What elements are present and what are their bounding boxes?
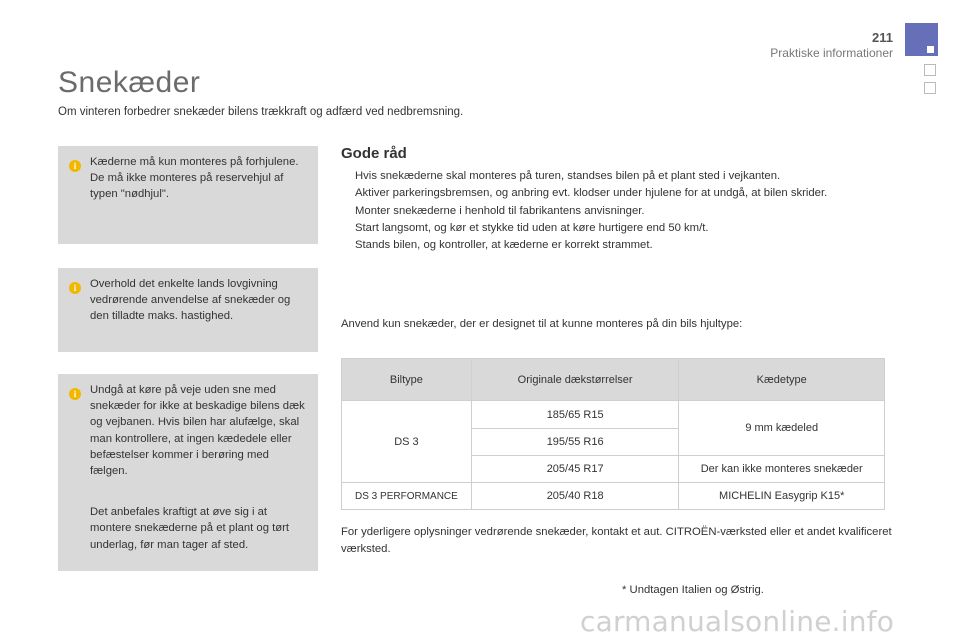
chain-table xyxy=(341,358,885,510)
note-box xyxy=(58,146,318,244)
table-cell: 185/65 R15 xyxy=(471,401,679,429)
chapter-tab-square xyxy=(924,64,936,76)
list-item xyxy=(341,220,827,237)
note-text: Undgå at køre på veje uden sne med snekæder for ikke at beskadige bilens dæk og vejbanen. Hvis bilen har alufælge, skal man kontrollere, at ingen kædedele eller befæstelser kommer i berøring med fælgen. xyxy=(90,384,305,478)
footer-note: For yderligere oplysninger vedrørende snekæder, kontakt et aut. CITROËN-værksted eller et andet kvalificeret værksted. xyxy=(341,526,892,555)
advice-title: Gode råd xyxy=(341,145,407,162)
list-item-text: Hvis snekæderne skal monteres på turen, standses bilen på et plant sted i vejkanten. xyxy=(355,170,781,182)
page-number: 211 xyxy=(872,30,893,45)
info-icon: i xyxy=(69,282,81,294)
list-item xyxy=(341,203,827,220)
table-cell: 195/55 R16 xyxy=(471,429,679,456)
info-icon: i xyxy=(69,388,81,400)
list-item xyxy=(341,185,827,202)
table-header-row xyxy=(342,359,885,401)
column-header: Kædetype xyxy=(679,359,885,401)
column-header: Biltype xyxy=(342,359,472,401)
table-cell: DS 3 PERFORMANCE xyxy=(342,483,472,510)
advice-list xyxy=(341,168,827,254)
note-text: Det anbefales kraftigt at øve sig i at montere snekæderne på et plant og tørt underlag, før man tager af sted. xyxy=(90,506,290,551)
chapter-tab-marker xyxy=(927,46,934,53)
note-box xyxy=(58,374,318,571)
table-row xyxy=(342,401,885,429)
note-text: Overhold det enkelte lands lovgivning vedrørende anvendelse af snekæder og den tilladte maks. hastighed. xyxy=(90,278,291,323)
chapter-tab-square xyxy=(924,82,936,94)
note-box xyxy=(58,268,318,352)
table-row xyxy=(342,483,885,510)
table-cell: 205/45 R17 xyxy=(471,456,679,483)
list-item xyxy=(341,168,827,185)
table-cell: Der kan ikke monteres snekæder xyxy=(679,456,885,483)
column-header: Originale dækstørrelser xyxy=(471,359,679,401)
table-cell: 9 mm kædeled xyxy=(679,401,885,456)
info-icon: i xyxy=(69,160,81,172)
table-cell: 205/40 R18 xyxy=(471,483,679,510)
page-title: Snekæder xyxy=(58,66,201,99)
list-item xyxy=(341,237,827,254)
table-cell: DS 3 xyxy=(342,401,472,483)
list-item-text: Stands bilen, og kontroller, at kæderne er korrekt strammet. xyxy=(355,239,653,252)
list-item-text: Start langsomt, og kør et stykke tid uden at køre hurtigere end 50 km/t. xyxy=(355,221,709,234)
note-text: Kæderne må kun monteres på forhjulene. De må ikke monteres på reservehjul af typen "nødhjul". xyxy=(90,156,299,201)
section-label: Praktiske informationer xyxy=(770,46,893,60)
table-cell: MICHELIN Easygrip K15* xyxy=(679,483,885,510)
footnote: * Undtagen Italien og Østrig. xyxy=(622,584,764,596)
intro-text: Om vinteren forbedrer snekæder bilens trækkraft og adfærd ved nedbremsning. xyxy=(58,106,464,118)
list-item-text: Aktiver parkeringsbremsen, og anbring evt. klodser under hjulene for at undgå, at bilen skrider. xyxy=(355,187,828,200)
watermark: carmanualsonline.info xyxy=(580,605,895,638)
list-item-text: Monter snekæderne i henhold til fabrikantens anvisninger. xyxy=(355,204,645,217)
table-intro-text: Anvend kun snekæder, der er designet til at kunne monteres på din bils hjultype: xyxy=(341,318,743,330)
